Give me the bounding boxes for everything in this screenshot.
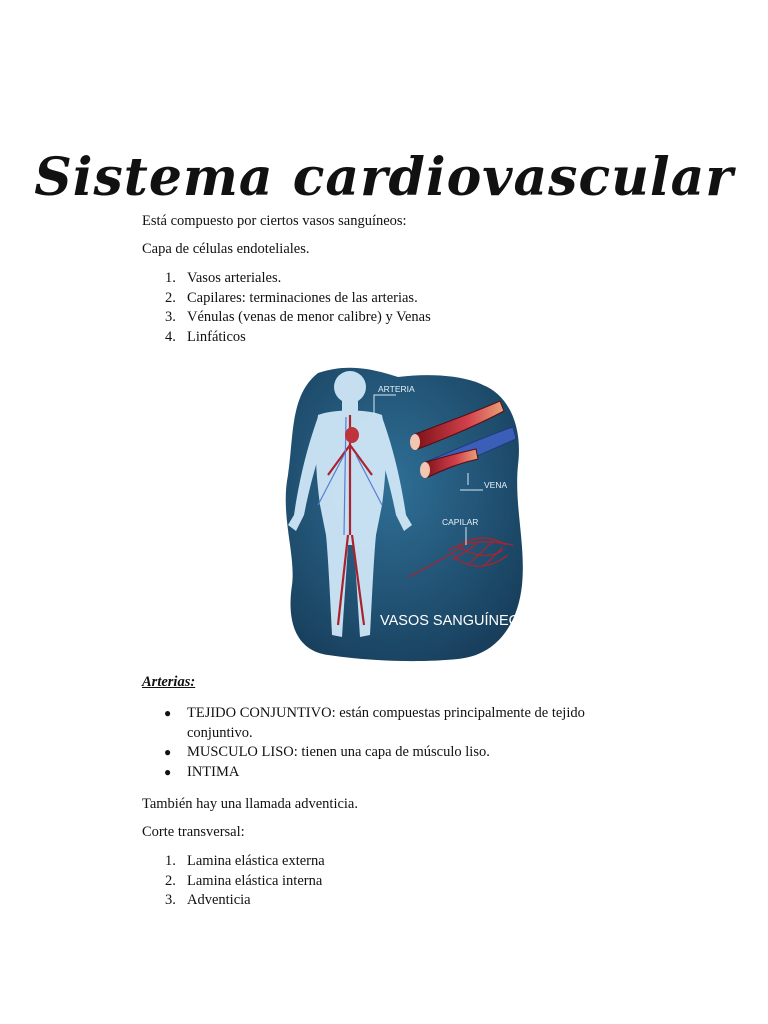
corte-list	[142, 852, 325, 911]
list-item: 3. Adventicia	[165, 892, 251, 908]
list-item: 1. Lamina elástica externa	[165, 853, 325, 869]
list-item: ● MUSCULO LISO: tienen una capa de músculo liso.	[164, 744, 490, 760]
list-item: 2. Capilares: terminaciones de las arterias.	[165, 289, 418, 306]
list-item: 3. Vénulas (venas de menor calibre) y Venas	[165, 309, 431, 325]
endothelial-text: Capa de células endoteliales.	[142, 241, 310, 257]
corte-label: Corte transversal:	[142, 824, 245, 840]
label-capilar: CAPILAR	[442, 517, 479, 527]
adventicia-note: También hay una llamada adventicia.	[142, 796, 358, 812]
list-item: 1. Vasos arteriales.	[165, 270, 282, 286]
list-item: 4. Linfáticos	[165, 328, 246, 345]
label-vena: VENA	[484, 480, 508, 490]
list-item: ● TEJIDO CONJUNTIVO: están compuestas principalmente de tejido conjuntivo.	[164, 705, 585, 741]
blood-vessels-figure	[278, 355, 528, 665]
label-arteria: ARTERIA	[378, 384, 415, 394]
arterias-heading: Arterias:	[142, 674, 196, 690]
blood-vessels-illustration	[278, 355, 528, 665]
arterias-bullets	[142, 704, 617, 782]
figure-caption: VASOS SANGUÍNEOS	[380, 613, 528, 629]
vessel-list	[142, 269, 431, 347]
list-item: ● INTIMA	[164, 763, 240, 780]
list-item: 2. Lamina elástica interna	[165, 872, 323, 889]
page-title: Sistema cardiovascular	[34, 146, 734, 208]
intro-text: Está compuesto por ciertos vasos sanguíneos:	[142, 213, 407, 229]
